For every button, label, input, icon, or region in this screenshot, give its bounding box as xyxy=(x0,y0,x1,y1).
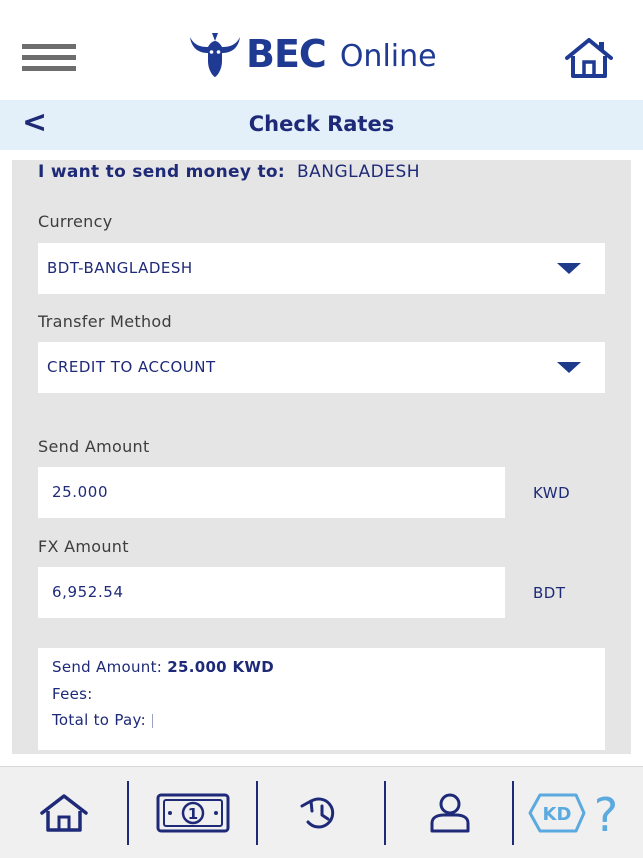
nav-home[interactable] xyxy=(0,767,128,858)
destination-country: BANGLADESH xyxy=(296,162,421,182)
payment-summary xyxy=(38,648,605,750)
chevron-down-icon xyxy=(557,362,581,373)
help-kd-icon xyxy=(522,787,634,839)
nav-help[interactable] xyxy=(514,767,642,858)
summary-fees xyxy=(52,685,93,703)
page-title: Check Rates xyxy=(248,112,395,136)
transfer-method-label: Transfer Method xyxy=(38,312,172,331)
svg-text:1: 1 xyxy=(187,805,199,823)
back-button[interactable]: < xyxy=(22,105,48,140)
currency-label: Currency xyxy=(38,212,113,231)
home-icon[interactable] xyxy=(563,36,615,80)
profile-icon xyxy=(426,791,474,835)
summary-total xyxy=(52,711,153,729)
brand-name-bec: BEC xyxy=(246,32,326,76)
fx-amount-input[interactable] xyxy=(38,567,505,618)
text-cursor xyxy=(152,714,153,728)
fx-amount-currency: BDT xyxy=(533,584,566,602)
title-bar xyxy=(0,100,643,150)
summary-send-amount-value: 25.000 KWD xyxy=(167,658,274,676)
svg-text:KD: KD xyxy=(542,804,572,825)
banknote-icon xyxy=(155,792,231,834)
bec-logo xyxy=(186,26,437,82)
history-icon xyxy=(298,792,346,834)
destination-row xyxy=(38,162,420,182)
destination-label: I want to send money to: xyxy=(38,162,285,182)
send-amount-value: 25.000 xyxy=(52,483,109,501)
nav-history[interactable] xyxy=(258,767,386,858)
summary-send-amount xyxy=(52,658,274,676)
fx-amount-value: 6,952.54 xyxy=(52,583,124,601)
currency-select[interactable] xyxy=(38,243,605,294)
send-amount-input[interactable] xyxy=(38,467,505,518)
brand-name-online: Online xyxy=(339,38,437,74)
svg-text:?: ? xyxy=(593,788,619,839)
summary-total-label: Total to Pay: xyxy=(52,711,146,729)
nav-send-money[interactable] xyxy=(129,767,257,858)
fx-amount-label: FX Amount xyxy=(38,537,129,556)
transfer-method-select[interactable] xyxy=(38,342,605,393)
bottom-navigation xyxy=(0,766,643,858)
chevron-down-icon xyxy=(557,263,581,274)
app-header xyxy=(0,0,643,100)
bull-logo-icon xyxy=(186,29,244,79)
currency-value: BDT-BANGLADESH xyxy=(47,259,193,277)
home-icon xyxy=(38,793,90,833)
transfer-method-value: CREDIT TO ACCOUNT xyxy=(47,358,216,376)
send-amount-label: Send Amount xyxy=(38,437,150,456)
send-amount-currency: KWD xyxy=(533,484,571,502)
hamburger-menu-icon[interactable] xyxy=(22,44,76,76)
summary-send-amount-label: Send Amount: xyxy=(52,658,163,676)
nav-profile[interactable] xyxy=(386,767,514,858)
summary-fees-label: Fees: xyxy=(52,685,93,703)
